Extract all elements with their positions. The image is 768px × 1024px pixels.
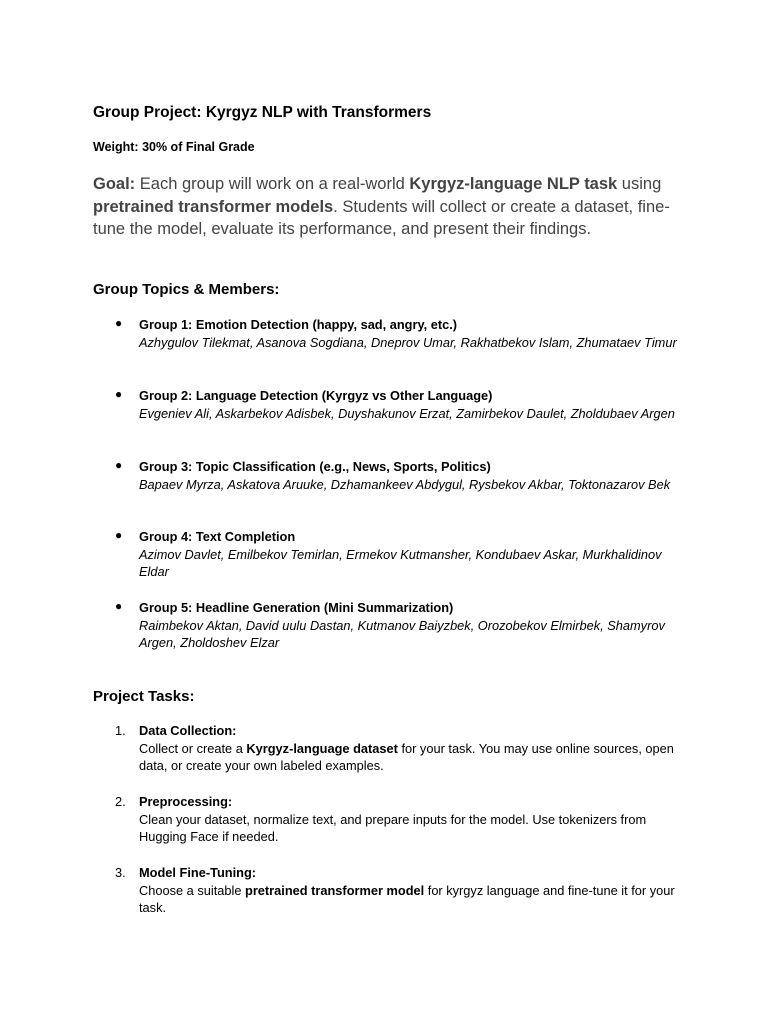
bullet-icon: ● [115,387,123,401]
bullet-icon: ● [115,316,123,330]
task-description [139,811,679,846]
group-item [115,458,679,493]
document-title: Group Project: Kyrgyz NLP with Transformers [93,104,432,121]
task-bold: pretrained transformer model [245,882,425,898]
group-members: Evgeniev Ali, Askarbekov Adisbek, Duyshakunov Erzat, Zamirbekov Daulet, Zholdubaev Argen [139,405,675,421]
task-text-1: Clean your dataset, normalize text, and prepare inputs for the model. Use tokenizers from Hugging Face if needed. [139,811,647,845]
goal-bold-2: pretrained transformer models [93,197,334,216]
goal-paragraph [93,173,683,241]
task-text-2: for kyrgyz language and fine-tune it for your task. [139,882,675,916]
task-item [115,793,679,846]
goal-text-2: using [617,175,662,193]
group-members: Raimbekov Aktan, David uulu Dastan, Kutmanov Baiyzbek, Orozobekov Elmirbek, Shamyrov Argen, Zholdoshev Elzar [139,617,665,651]
group-members: Azhygulov Tilekmat, Asanova Sogdiana, Dneprov Umar, Rakhatbekov Islam, Zhumataev Timur [139,334,677,350]
group-item [115,316,679,351]
tasks-heading: Project Tasks: [93,688,195,705]
group-members: Bapaev Myrza, Askatova Aruuke, Dzhamankeev Abdygul, Rysbekov Akbar, Toktonazarov Bek [139,476,671,492]
groups-heading: Group Topics & Members: [93,281,280,298]
goal-label: Goal: [93,175,136,193]
bullet-icon: ● [115,528,123,542]
task-number: 1. [115,723,126,738]
bullet-icon: ● [115,458,123,472]
bullet-icon: ● [115,599,123,613]
task-number: 2. [115,794,126,809]
task-item [115,864,679,917]
group-item [115,387,679,422]
task-text-2: for your task. You may use online sources, open data, or create your own labeled examples. [139,740,674,774]
task-item [115,722,679,775]
task-text-1: Choose a suitable [139,882,245,898]
task-text-1: Collect or create a [139,740,247,756]
task-description [139,740,679,775]
goal-bold-1: Kyrgyz-language NLP task [409,175,618,193]
group-item [115,528,679,581]
group-title: Group 3: Topic Classification (e.g., News, Sports, Politics) [139,459,491,474]
group-members: Azimov Davlet, Emilbekov Temirlan, Ermekov Kutmansher, Kondubaev Askar, Murkhalidinov Eldar [139,546,662,580]
group-item [115,599,679,652]
task-number: 3. [115,865,126,880]
task-description [139,882,679,917]
task-name: Preprocessing: [139,794,233,809]
group-title: Group 4: Text Completion [139,529,296,544]
goal-text-1: Each group will work on a real-world [135,175,410,193]
task-name: Model Fine-Tuning: [139,865,257,880]
goal-text-3: . Students will collect or create a dataset, fine-tune the model, evaluate its performance, and present their findings. [93,197,670,238]
group-title: Group 5: Headline Generation (Mini Summarization) [139,600,454,615]
task-bold: Kyrgyz-language dataset [246,740,398,756]
task-name: Data Collection: [139,723,237,738]
group-title: Group 2: Language Detection (Kyrgyz vs Other Language) [139,388,493,403]
group-title: Group 1: Emotion Detection (happy, sad, angry, etc.) [139,317,458,332]
weight-label: Weight: 30% of Final Grade [93,140,255,154]
